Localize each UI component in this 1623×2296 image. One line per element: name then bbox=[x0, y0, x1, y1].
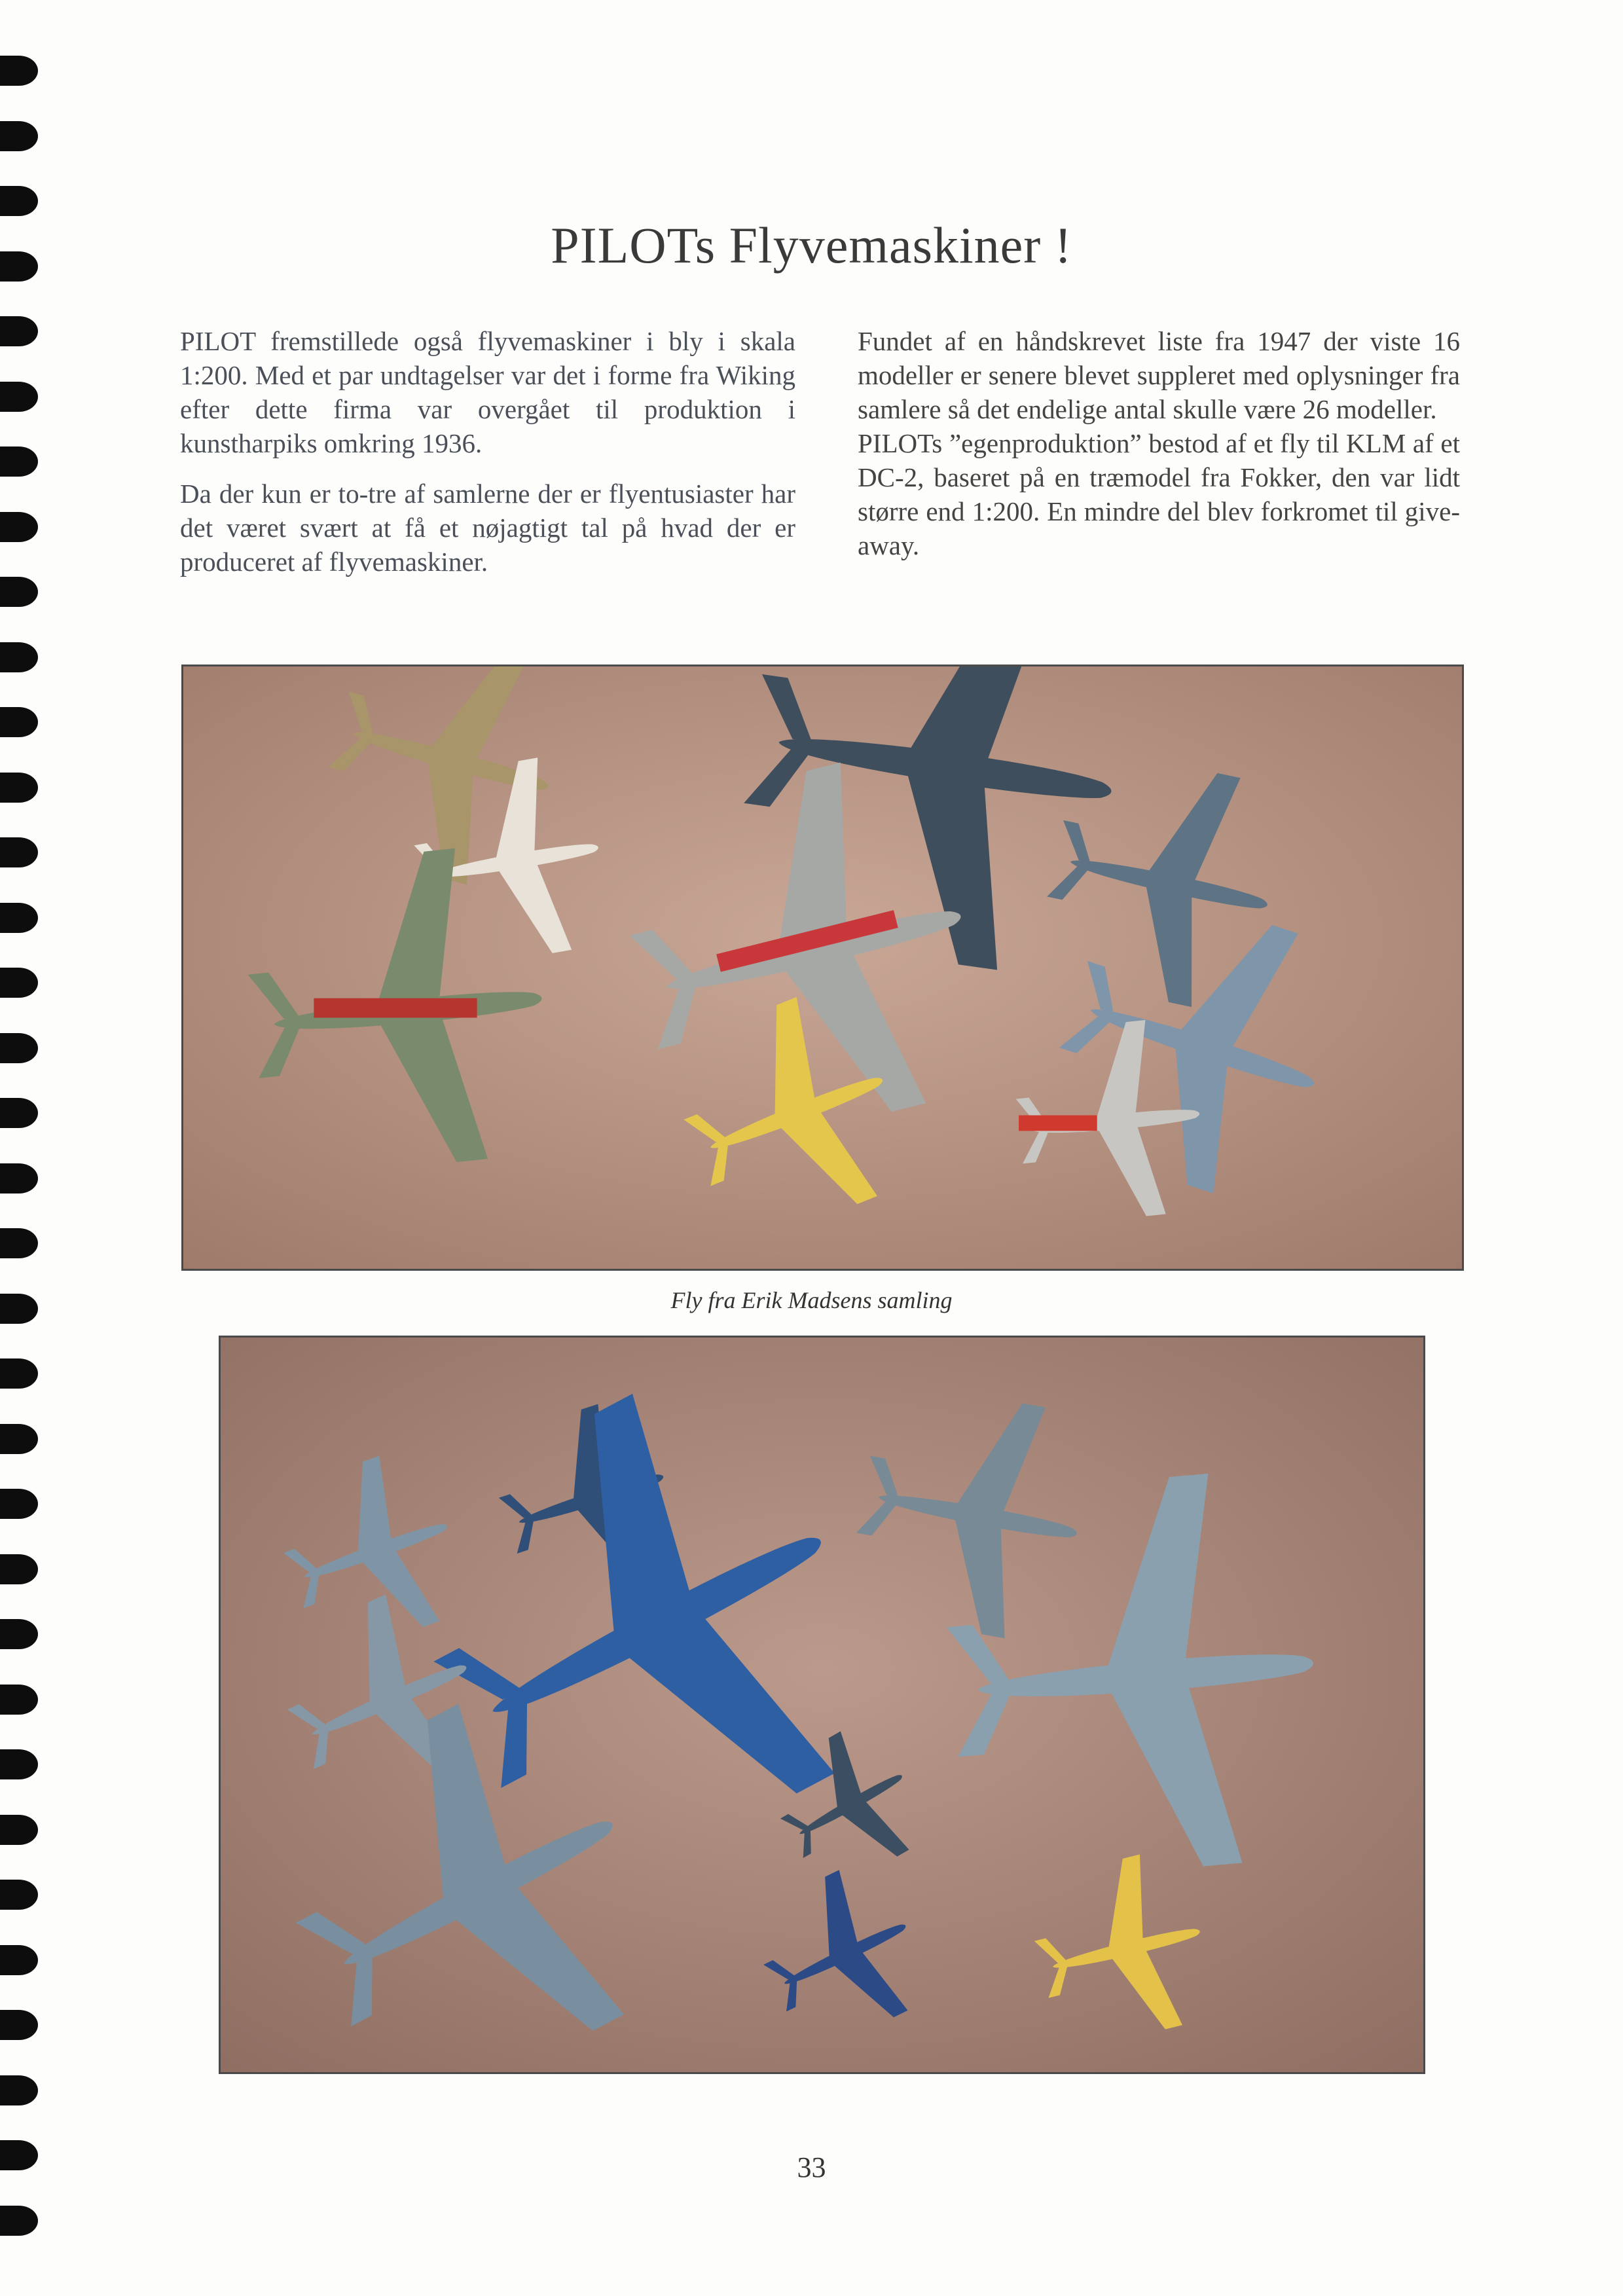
punch-hole bbox=[0, 1749, 38, 1779]
punch-hole bbox=[0, 446, 38, 477]
punch-hole bbox=[0, 1489, 38, 1519]
right-text-column bbox=[858, 324, 1460, 579]
punch-hole bbox=[0, 903, 38, 933]
airplane-models-image-2 bbox=[221, 1338, 1423, 2072]
photo-model-airplanes-colorful bbox=[181, 665, 1464, 1271]
punch-hole bbox=[0, 1685, 38, 1715]
punch-hole bbox=[0, 1815, 38, 1845]
punch-hole bbox=[0, 1228, 38, 1258]
punch-hole bbox=[0, 56, 38, 86]
punch-hole bbox=[0, 2206, 38, 2236]
punch-hole bbox=[0, 968, 38, 998]
punch-hole bbox=[0, 121, 38, 151]
binder-punch-holes bbox=[0, 0, 79, 2296]
photo-model-airplanes-blue-grey bbox=[219, 1336, 1425, 2074]
punch-hole bbox=[0, 2075, 38, 2105]
punch-hole bbox=[0, 1619, 38, 1649]
left-paragraph-1: PILOT fremstillede også flyvemaskiner i bly i skala 1:200. Med et par undtagelser var det i forme fra Wiking efter dette firma var overgået til produktion i kunstharpiks omkring 1936. bbox=[180, 326, 795, 458]
punch-hole bbox=[0, 1033, 38, 1063]
punch-hole bbox=[0, 512, 38, 542]
punch-hole bbox=[0, 707, 38, 737]
punch-hole bbox=[0, 316, 38, 346]
punch-hole bbox=[0, 1098, 38, 1128]
punch-hole bbox=[0, 1424, 38, 1454]
right-paragraph-1: Fundet af en håndskrevet liste fra 1947 der viste 16 modeller er senere blevet suppleret med oplysninger fra samlere så det endelige antal skulle være 26 modeller. bbox=[858, 326, 1460, 424]
right-paragraph-2: PILOTs ”egenproduktion” bestod af et fly til KLM af et DC-2, baseret på en træmodel fra Fokker, den var lidt større end 1:200. En mindre del blev forkromet til give-away. bbox=[858, 428, 1460, 560]
punch-hole bbox=[0, 773, 38, 803]
punch-hole bbox=[0, 186, 38, 216]
punch-hole bbox=[0, 1880, 38, 1910]
left-text-column bbox=[180, 324, 795, 595]
page-title: PILOTs Flyvemaskiner ! bbox=[551, 217, 1072, 274]
punch-hole bbox=[0, 837, 38, 867]
airplane-models-image-1 bbox=[183, 666, 1462, 1269]
punch-hole bbox=[0, 1554, 38, 1584]
punch-hole bbox=[0, 1945, 38, 1975]
punch-hole bbox=[0, 1163, 38, 1194]
punch-hole bbox=[0, 382, 38, 412]
page-number: 33 bbox=[797, 2151, 826, 2183]
photo-caption: Fly fra Erik Madsens samling bbox=[670, 1287, 953, 1313]
left-paragraph-2: Da der kun er to-tre af samlerne der er flyentusiaster har det været svært at få et nøjagtigt tal på hvad der er produceret af flyvemaskiner. bbox=[180, 479, 795, 577]
punch-hole bbox=[0, 577, 38, 607]
punch-hole bbox=[0, 2010, 38, 2040]
punch-hole bbox=[0, 642, 38, 672]
punch-hole bbox=[0, 1358, 38, 1389]
